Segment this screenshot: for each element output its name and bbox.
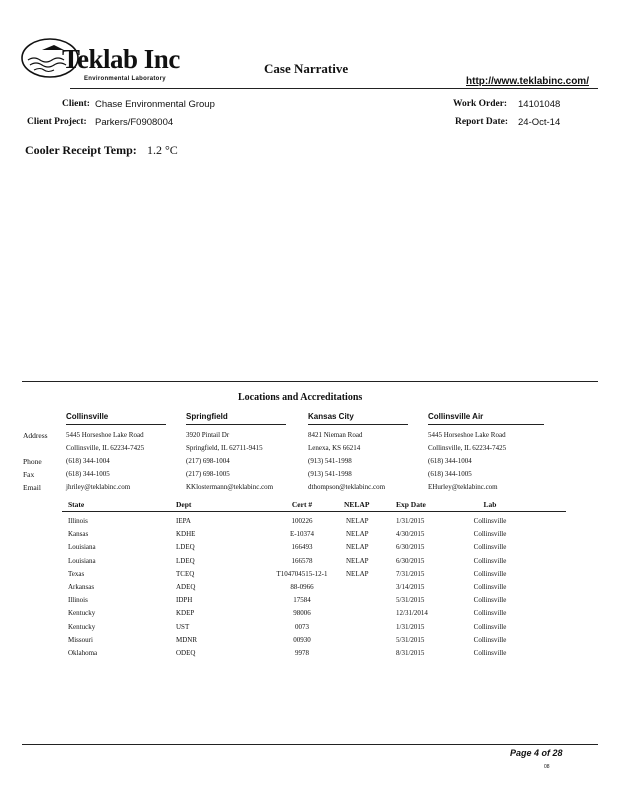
col-header-state: State bbox=[68, 500, 85, 509]
cell-dept: IDPH bbox=[176, 596, 193, 605]
cell-lab: Collinsville bbox=[473, 569, 507, 578]
location-address-line2: Lenexa, KS 66214 bbox=[308, 444, 361, 452]
work-order-label: Work Order: bbox=[453, 99, 508, 109]
cell-dept: KDEP bbox=[176, 609, 195, 618]
cell-dept: UST bbox=[176, 622, 190, 631]
col-header-cert: Cert # bbox=[291, 500, 313, 509]
location-name: Kansas City bbox=[308, 412, 354, 421]
location-email[interactable]: EHurley@teklabinc.com bbox=[428, 483, 498, 491]
cell-state: Louisiana bbox=[68, 543, 96, 552]
cell-cert: 166493 bbox=[291, 543, 313, 552]
cell-state: Illinois bbox=[68, 596, 88, 605]
cell-exp-date: 5/31/2015 bbox=[396, 635, 425, 644]
cell-state: Louisiana bbox=[68, 556, 96, 565]
email-row-label: Email bbox=[23, 483, 41, 492]
cell-lab: Collinsville bbox=[473, 556, 507, 565]
cell-dept: IEPA bbox=[176, 517, 191, 525]
cell-cert: 100226 bbox=[291, 517, 313, 525]
cell-exp-date: 3/14/2015 bbox=[396, 583, 425, 591]
location-address-line1: 5445 Horseshoe Lake Road bbox=[428, 431, 506, 439]
cell-lab: Collinsville bbox=[473, 622, 507, 631]
location-address-line2: Collinsville, IL 62234-7425 bbox=[428, 444, 507, 452]
logo-subtitle: Environmental Laboratory bbox=[84, 76, 166, 82]
cell-exp-date: 6/30/2015 bbox=[396, 556, 425, 565]
logo-name: Teklab Inc bbox=[62, 44, 180, 74]
footer-mark: 08 bbox=[544, 764, 550, 770]
location-name-rule bbox=[308, 424, 408, 425]
cell-state: Arkansas bbox=[68, 583, 95, 591]
cell-nelap: NELAP bbox=[346, 530, 369, 539]
cell-lab: Collinsville bbox=[473, 530, 507, 539]
cell-cert: 00930 bbox=[293, 635, 311, 644]
cell-dept: ADEQ bbox=[176, 583, 196, 591]
work-order-value: 14101048 bbox=[518, 99, 561, 110]
cell-cert: 88-0966 bbox=[290, 583, 314, 591]
project-value: Parkers/F0908004 bbox=[95, 117, 174, 128]
col-header-nelap: NELAP bbox=[344, 500, 370, 509]
client-value: Chase Environmental Group bbox=[95, 99, 215, 110]
cell-exp-date: 5/31/2015 bbox=[396, 596, 425, 605]
location-name: Collinsville bbox=[66, 412, 109, 421]
cell-lab: Collinsville bbox=[473, 649, 507, 657]
address-row-label: Address bbox=[23, 431, 48, 440]
header-rule bbox=[70, 88, 598, 89]
cell-exp-date: 6/30/2015 bbox=[396, 543, 425, 552]
cooler-temp-value: 1.2 °C bbox=[147, 143, 178, 157]
location-phone: (913) 541-1998 bbox=[308, 457, 352, 465]
location-name: Collinsville Air bbox=[428, 412, 484, 421]
cell-exp-date: 4/30/2015 bbox=[396, 530, 425, 539]
fax-row-label: Fax bbox=[23, 470, 35, 479]
cell-nelap: NELAP bbox=[346, 517, 369, 525]
location-phone: (217) 698-1004 bbox=[186, 457, 230, 465]
cell-nelap: NELAP bbox=[346, 556, 369, 565]
cell-exp-date: 1/31/2015 bbox=[396, 622, 425, 631]
cell-exp-date: 8/31/2015 bbox=[396, 649, 425, 657]
cell-lab: Collinsville bbox=[473, 543, 507, 552]
company-logo bbox=[20, 36, 180, 86]
report-date-label: Report Date: bbox=[455, 117, 509, 127]
cell-dept: KDHE bbox=[176, 530, 196, 539]
cell-state: Kansas bbox=[68, 530, 89, 539]
cell-cert: 0073 bbox=[295, 622, 309, 631]
page-title: Case Narrative bbox=[264, 61, 349, 76]
cell-state: Kentucky bbox=[68, 622, 96, 631]
location-fax: (618) 344-1005 bbox=[66, 470, 110, 478]
locations-title: Locations and Accreditations bbox=[238, 392, 363, 403]
col-header-dept: Dept bbox=[176, 500, 192, 509]
cell-cert: E-10374 bbox=[289, 530, 315, 539]
cell-dept: LDEQ bbox=[176, 556, 195, 565]
col-header-exp-date: Exp Date bbox=[396, 500, 426, 509]
location-address-line1: 3920 Pintail Dr bbox=[186, 431, 230, 439]
report-date-value: 24-Oct-14 bbox=[518, 117, 561, 128]
location-email[interactable]: KKlostermann@teklabinc.com bbox=[186, 483, 274, 491]
cell-state: Oklahoma bbox=[68, 649, 98, 657]
cooler-temp-label: Cooler Receipt Temp: bbox=[25, 143, 137, 157]
locations-top-rule bbox=[22, 381, 598, 382]
location-phone: (618) 344-1004 bbox=[428, 457, 472, 465]
footer-rule bbox=[22, 744, 598, 745]
client-label: Client: bbox=[62, 99, 90, 109]
cell-state: Texas bbox=[68, 569, 85, 578]
cell-nelap: NELAP bbox=[346, 569, 369, 578]
cell-dept: MDNR bbox=[176, 635, 198, 644]
location-phone: (618) 344-1004 bbox=[66, 457, 110, 465]
cell-lab: Collinsville bbox=[473, 596, 507, 605]
location-name-rule bbox=[186, 424, 286, 425]
cell-lab: Collinsville bbox=[473, 517, 507, 525]
cell-cert: 166578 bbox=[291, 556, 313, 565]
cell-state: Missouri bbox=[68, 635, 93, 644]
location-address-line2: Collinsville, IL 62234-7425 bbox=[66, 444, 145, 452]
cell-exp-date: 12/31/2014 bbox=[396, 609, 428, 618]
phone-row-label: Phone bbox=[23, 457, 42, 466]
cell-cert: 9978 bbox=[295, 649, 309, 657]
cell-cert: 17584 bbox=[293, 596, 311, 605]
cell-state: Illinois bbox=[68, 517, 88, 525]
location-name: Springfield bbox=[186, 412, 228, 421]
col-header-lab: Lab bbox=[483, 500, 497, 509]
location-address-line1: 5445 Horseshoe Lake Road bbox=[66, 431, 144, 439]
cell-exp-date: 7/31/2015 bbox=[396, 569, 425, 578]
location-address-line1: 8421 Nieman Road bbox=[308, 431, 363, 439]
page-number: Page 4 of 28 bbox=[510, 748, 563, 758]
location-fax: (618) 344-1005 bbox=[428, 470, 472, 478]
website-link[interactable]: http://www.teklabinc.com/ bbox=[466, 76, 589, 87]
location-fax: (913) 541-1998 bbox=[308, 470, 352, 478]
cell-cert: 98006 bbox=[293, 609, 311, 618]
location-name-rule bbox=[66, 424, 166, 425]
location-fax: (217) 698-1005 bbox=[186, 470, 230, 478]
location-email[interactable]: jhriley@teklabinc.com bbox=[66, 483, 131, 491]
location-email[interactable]: dthompson@teklabinc.com bbox=[308, 483, 386, 491]
location-name-rule bbox=[428, 424, 544, 425]
cell-exp-date: 1/31/2015 bbox=[396, 517, 425, 525]
location-address-line2: Springfield, IL 62711-9415 bbox=[186, 444, 263, 452]
cell-dept: LDEQ bbox=[176, 543, 195, 552]
cell-nelap: NELAP bbox=[346, 543, 369, 552]
cell-cert: T104704515-12-1 bbox=[276, 569, 328, 578]
table-header-rule bbox=[62, 511, 566, 512]
cell-dept: ODEQ bbox=[176, 649, 196, 657]
cell-lab: Collinsville bbox=[473, 609, 507, 618]
cell-state: Kentucky bbox=[68, 609, 96, 618]
cell-lab: Collinsville bbox=[473, 583, 507, 591]
project-label: Client Project: bbox=[27, 117, 87, 127]
cell-dept: TCEQ bbox=[176, 569, 195, 578]
cell-lab: Collinsville bbox=[473, 635, 507, 644]
